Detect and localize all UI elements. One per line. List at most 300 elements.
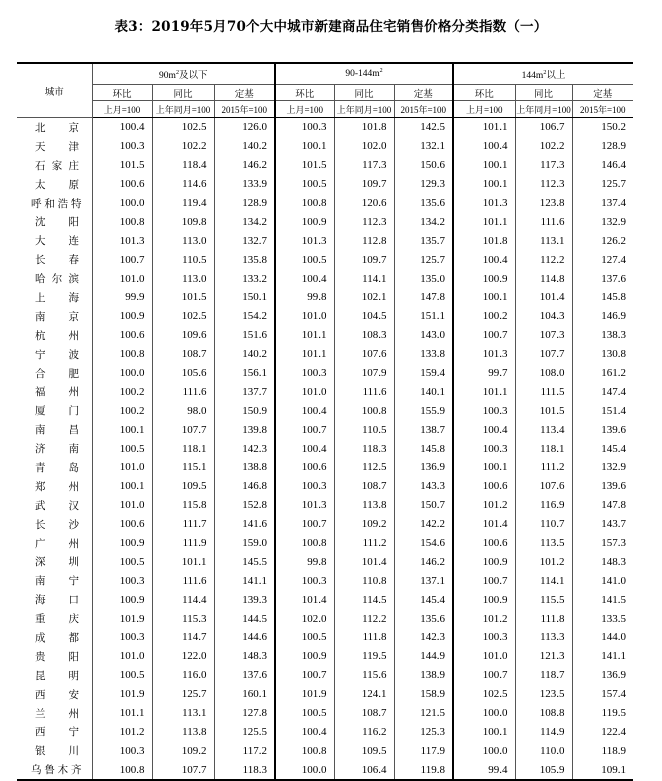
- index-value: 112.3: [515, 175, 572, 194]
- table-row: [17, 439, 633, 458]
- city-name: 北京: [35, 122, 80, 134]
- table-row: [17, 137, 633, 156]
- index-value: 118.3: [334, 439, 394, 458]
- index-value: 109.1: [572, 760, 633, 780]
- city-name: 重庆: [35, 614, 80, 626]
- index-value: 119.4: [152, 194, 214, 213]
- index-value: 157.4: [572, 685, 633, 704]
- table-row: [17, 345, 633, 364]
- index-value: 108.7: [334, 704, 394, 723]
- index-value: 100.0: [92, 364, 152, 383]
- index-value: 113.0: [152, 269, 214, 288]
- index-value: 100.9: [92, 307, 152, 326]
- city-name: 杭州: [35, 330, 80, 342]
- index-value: 154.2: [214, 307, 275, 326]
- index-value: 113.0: [152, 231, 214, 250]
- index-value: 140.2: [214, 137, 275, 156]
- index-value: 114.8: [515, 269, 572, 288]
- index-value: 125.7: [152, 685, 214, 704]
- group-header-small: $90m^2$及以下: [92, 63, 275, 85]
- index-value: 115.1: [152, 458, 214, 477]
- index-value: 100.3: [92, 628, 152, 647]
- city-name: 天津: [35, 141, 80, 153]
- index-value: 114.6: [152, 175, 214, 194]
- index-value: 125.7: [572, 175, 633, 194]
- index-value: 100.6: [92, 175, 152, 194]
- table-row: [17, 307, 633, 326]
- index-value: 138.7: [394, 420, 453, 439]
- index-value: 100.1: [453, 156, 515, 175]
- index-value: 100.9: [453, 552, 515, 571]
- index-value: 100.2: [92, 382, 152, 401]
- index-value: 104.5: [334, 307, 394, 326]
- index-value: 100.7: [92, 250, 152, 269]
- index-value: 123.5: [515, 685, 572, 704]
- index-value: 142.2: [394, 515, 453, 534]
- city-name: 银川: [35, 746, 80, 758]
- city-name: 兰州: [35, 708, 80, 720]
- city-name: 福州: [35, 387, 80, 399]
- index-value: 99.9: [92, 288, 152, 307]
- city-name: 石家庄: [35, 160, 80, 172]
- index-value: 102.2: [515, 137, 572, 156]
- index-value: 100.0: [453, 704, 515, 723]
- base-header: 2015年=100: [572, 101, 633, 118]
- index-value: 145.4: [572, 439, 633, 458]
- index-value: 118.9: [572, 741, 633, 760]
- index-value: 100.1: [453, 288, 515, 307]
- index-value: 100.1: [92, 420, 152, 439]
- table-row: [17, 552, 633, 571]
- index-value: 123.8: [515, 194, 572, 213]
- index-value: 124.1: [334, 685, 394, 704]
- index-value: 125.5: [214, 723, 275, 742]
- index-value: 141.6: [214, 515, 275, 534]
- index-value: 151.1: [394, 307, 453, 326]
- index-value: 150.9: [214, 401, 275, 420]
- index-value: 100.9: [92, 590, 152, 609]
- index-value: 109.5: [152, 477, 214, 496]
- index-value: 106.4: [334, 760, 394, 780]
- index-value: 107.7: [152, 760, 214, 780]
- index-value: 101.1: [275, 345, 334, 364]
- index-value: 139.6: [572, 477, 633, 496]
- index-value: 127.8: [214, 704, 275, 723]
- city-name: 长沙: [35, 519, 80, 531]
- index-value: 118.1: [152, 439, 214, 458]
- index-value: 108.8: [515, 704, 572, 723]
- index-value: 150.6: [394, 156, 453, 175]
- index-value: 105.6: [152, 364, 214, 383]
- index-value: 114.9: [515, 723, 572, 742]
- index-value: 114.7: [152, 628, 214, 647]
- index-value: 147.4: [572, 382, 633, 401]
- index-value: 147.8: [572, 496, 633, 515]
- base-header: 2015年=100: [214, 101, 275, 118]
- index-value: 113.8: [334, 496, 394, 515]
- index-value: 141.0: [572, 571, 633, 590]
- index-value: 135.7: [394, 231, 453, 250]
- index-value: 111.6: [515, 212, 572, 231]
- index-value: 100.9: [275, 212, 334, 231]
- index-value: 100.8: [92, 212, 152, 231]
- city-name: 西安: [35, 689, 80, 701]
- index-value: 137.6: [572, 269, 633, 288]
- index-value: 100.3: [453, 439, 515, 458]
- index-value: 109.7: [334, 250, 394, 269]
- table-row: [17, 609, 633, 628]
- index-value: 101.1: [92, 704, 152, 723]
- index-value: 132.9: [572, 458, 633, 477]
- index-value: 105.9: [515, 760, 572, 780]
- city-name: 广州: [35, 538, 80, 550]
- table-row: [17, 760, 633, 780]
- index-value: 110.8: [334, 571, 394, 590]
- index-value: 145.5: [214, 552, 275, 571]
- index-value: 100.3: [92, 137, 152, 156]
- index-value: 101.0: [92, 496, 152, 515]
- index-value: 101.4: [334, 552, 394, 571]
- index-value: 101.2: [453, 609, 515, 628]
- index-value: 118.7: [515, 666, 572, 685]
- index-value: 102.5: [152, 307, 214, 326]
- index-value: 146.8: [214, 477, 275, 496]
- index-value: 100.4: [275, 439, 334, 458]
- metric-header: 环比: [275, 85, 334, 101]
- table-row: [17, 212, 633, 231]
- index-value: 100.9: [92, 534, 152, 553]
- index-value: 101.4: [453, 515, 515, 534]
- index-value: 154.6: [394, 534, 453, 553]
- table-row: [17, 647, 633, 666]
- index-value: 101.0: [92, 647, 152, 666]
- index-value: 143.7: [572, 515, 633, 534]
- table-row: [17, 364, 633, 383]
- index-value: 122.0: [152, 647, 214, 666]
- index-value: 101.2: [515, 552, 572, 571]
- table-row: [17, 382, 633, 401]
- index-value: 113.5: [515, 534, 572, 553]
- index-value: 110.7: [515, 515, 572, 534]
- index-value: 100.4: [453, 420, 515, 439]
- city-name: 昆明: [35, 670, 80, 682]
- index-value: 102.5: [453, 685, 515, 704]
- index-value: 101.0: [275, 307, 334, 326]
- index-value: 113.1: [152, 704, 214, 723]
- index-value: 100.5: [275, 175, 334, 194]
- table-row: [17, 175, 633, 194]
- metric-header: 同比: [152, 85, 214, 101]
- index-value: 151.4: [572, 401, 633, 420]
- index-value: 143.3: [394, 477, 453, 496]
- index-value: 144.9: [394, 647, 453, 666]
- index-value: 146.4: [572, 156, 633, 175]
- index-value: 100.3: [92, 741, 152, 760]
- index-value: 143.0: [394, 326, 453, 345]
- index-value: 107.7: [515, 345, 572, 364]
- index-value: 115.8: [152, 496, 214, 515]
- index-value: 137.7: [214, 382, 275, 401]
- index-value: 101.1: [152, 552, 214, 571]
- index-value: 111.5: [515, 382, 572, 401]
- index-value: 100.4: [275, 401, 334, 420]
- index-value: 104.3: [515, 307, 572, 326]
- index-value: 110.5: [334, 420, 394, 439]
- index-value: 100.8: [275, 534, 334, 553]
- table-row: [17, 628, 633, 647]
- index-value: 159.4: [394, 364, 453, 383]
- index-value: 159.0: [214, 534, 275, 553]
- index-value: 100.0: [453, 741, 515, 760]
- index-value: 111.8: [515, 609, 572, 628]
- index-value: 100.6: [92, 515, 152, 534]
- city-name: 乌鲁木齐: [17, 760, 92, 780]
- table-row: [17, 231, 633, 250]
- index-value: 101.3: [92, 231, 152, 250]
- index-value: 111.2: [515, 458, 572, 477]
- city-name: 海口: [35, 595, 80, 607]
- index-value: 125.3: [394, 723, 453, 742]
- index-value: 111.2: [334, 534, 394, 553]
- index-value: 132.7: [214, 231, 275, 250]
- table-row: [17, 741, 633, 760]
- index-value: 99.4: [453, 760, 515, 780]
- index-value: 150.7: [394, 496, 453, 515]
- index-value: 144.0: [572, 628, 633, 647]
- table-row: [17, 685, 633, 704]
- table-row: [17, 326, 633, 345]
- index-value: 114.5: [334, 590, 394, 609]
- city-name: 太原: [35, 179, 80, 191]
- index-value: 139.6: [572, 420, 633, 439]
- index-value: 137.6: [214, 666, 275, 685]
- metric-header: 环比: [453, 85, 515, 101]
- city-name: 南京: [35, 311, 80, 323]
- index-value: 136.9: [572, 666, 633, 685]
- index-value: 101.4: [275, 590, 334, 609]
- index-value: 132.9: [572, 212, 633, 231]
- index-value: 100.7: [453, 571, 515, 590]
- metric-header: 定基: [394, 85, 453, 101]
- group-header-large: $144m^2$以上: [453, 63, 633, 85]
- index-value: 100.5: [92, 439, 152, 458]
- city-name: 南昌: [35, 425, 80, 437]
- index-value: 100.3: [453, 628, 515, 647]
- index-value: 100.7: [275, 515, 334, 534]
- index-value: 101.2: [453, 496, 515, 515]
- index-value: 100.4: [275, 723, 334, 742]
- index-value: 107.7: [152, 420, 214, 439]
- base-header: 上月=100: [453, 101, 515, 118]
- index-value: 101.9: [92, 685, 152, 704]
- index-value: 101.1: [453, 382, 515, 401]
- index-value: 115.5: [515, 590, 572, 609]
- index-value: 147.8: [394, 288, 453, 307]
- index-value: 100.3: [275, 364, 334, 383]
- index-value: 100.2: [453, 307, 515, 326]
- index-value: 122.4: [572, 723, 633, 742]
- city-name: 呼和浩特: [31, 198, 82, 210]
- index-value: 119.5: [334, 647, 394, 666]
- index-value: 101.5: [275, 156, 334, 175]
- index-value: 100.6: [453, 477, 515, 496]
- index-value: 125.7: [394, 250, 453, 269]
- index-value: 140.2: [214, 345, 275, 364]
- index-value: 107.6: [515, 477, 572, 496]
- index-value: 142.3: [394, 628, 453, 647]
- metric-header: 定基: [572, 85, 633, 101]
- index-value: 100.4: [92, 118, 152, 137]
- index-value: 116.0: [152, 666, 214, 685]
- index-value: 133.8: [394, 345, 453, 364]
- index-value: 116.9: [515, 496, 572, 515]
- table-row: [17, 590, 633, 609]
- index-value: 101.0: [453, 647, 515, 666]
- index-value: 113.8: [152, 723, 214, 742]
- index-value: 101.0: [92, 458, 152, 477]
- index-value: 99.8: [275, 552, 334, 571]
- index-value: 100.1: [453, 175, 515, 194]
- index-value: 146.9: [572, 307, 633, 326]
- table-row: [17, 723, 633, 742]
- index-value: 112.8: [334, 231, 394, 250]
- index-value: 114.1: [515, 571, 572, 590]
- index-value: 134.2: [214, 212, 275, 231]
- index-value: 100.4: [275, 269, 334, 288]
- index-value: 137.1: [394, 571, 453, 590]
- table-row: [17, 288, 633, 307]
- city-name: 成都: [35, 632, 80, 644]
- index-value: 100.0: [92, 194, 152, 213]
- table-row: [17, 496, 633, 515]
- index-value: 100.5: [275, 704, 334, 723]
- index-value: 127.4: [572, 250, 633, 269]
- index-value: 118.4: [152, 156, 214, 175]
- index-value: 113.4: [515, 420, 572, 439]
- index-value: 101.0: [92, 269, 152, 288]
- city-name: 哈尔滨: [35, 274, 80, 286]
- index-value: 108.3: [334, 326, 394, 345]
- city-name: 郑州: [35, 481, 80, 493]
- index-value: 135.6: [394, 194, 453, 213]
- city-name: 青岛: [35, 462, 80, 474]
- index-value: 110.5: [152, 250, 214, 269]
- index-value: 102.5: [152, 118, 214, 137]
- index-value: 148.3: [572, 552, 633, 571]
- index-value: 100.7: [453, 666, 515, 685]
- index-value: 102.0: [334, 137, 394, 156]
- index-value: 157.3: [572, 534, 633, 553]
- price-index-table: [17, 62, 633, 781]
- base-header: 上年同月=100: [515, 101, 572, 118]
- index-value: 100.6: [275, 458, 334, 477]
- index-value: 158.9: [394, 685, 453, 704]
- table-row: [17, 571, 633, 590]
- index-value: 140.1: [394, 382, 453, 401]
- index-value: 100.2: [92, 401, 152, 420]
- index-value: 155.9: [394, 401, 453, 420]
- index-value: 108.0: [515, 364, 572, 383]
- index-value: 100.6: [453, 534, 515, 553]
- index-value: 98.0: [152, 401, 214, 420]
- base-header: 上年同月=100: [152, 101, 214, 118]
- index-value: 100.9: [275, 647, 334, 666]
- index-value: 133.9: [214, 175, 275, 194]
- index-value: 100.8: [275, 194, 334, 213]
- city-name: 厦门: [35, 406, 80, 418]
- table-row: [17, 156, 633, 175]
- table-row: [17, 269, 633, 288]
- index-value: 126.0: [214, 118, 275, 137]
- index-value: 142.3: [214, 439, 275, 458]
- index-value: 101.9: [92, 609, 152, 628]
- index-value: 101.5: [152, 288, 214, 307]
- index-value: 119.5: [572, 704, 633, 723]
- city-name: 贵阳: [35, 651, 80, 663]
- index-value: 136.9: [394, 458, 453, 477]
- index-value: 121.5: [394, 704, 453, 723]
- index-value: 101.3: [275, 231, 334, 250]
- index-value: 100.3: [275, 571, 334, 590]
- index-value: 100.1: [453, 458, 515, 477]
- index-value: 100.3: [275, 477, 334, 496]
- index-value: 126.2: [572, 231, 633, 250]
- index-value: 101.3: [275, 496, 334, 515]
- base-header: 上月=100: [275, 101, 334, 118]
- index-value: 102.0: [275, 609, 334, 628]
- index-value: 99.7: [453, 364, 515, 383]
- index-value: 100.7: [275, 666, 334, 685]
- index-value: 101.5: [515, 401, 572, 420]
- city-name: 武汉: [35, 500, 80, 512]
- city-name: 深圳: [35, 557, 80, 569]
- index-value: 100.3: [275, 118, 334, 137]
- table-row: [17, 515, 633, 534]
- index-value: 133.2: [214, 269, 275, 288]
- index-value: 100.6: [92, 326, 152, 345]
- index-value: 150.2: [572, 118, 633, 137]
- city-name: 沈阳: [35, 217, 80, 229]
- index-value: 100.4: [453, 250, 515, 269]
- index-value: 111.6: [152, 382, 214, 401]
- city-name: 宁波: [35, 349, 80, 361]
- index-value: 100.8: [92, 345, 152, 364]
- metric-header: 定基: [214, 85, 275, 101]
- index-value: 145.8: [572, 288, 633, 307]
- index-value: 112.3: [334, 212, 394, 231]
- index-value: 110.0: [515, 741, 572, 760]
- index-value: 138.8: [214, 458, 275, 477]
- index-value: 100.9: [453, 269, 515, 288]
- city-name: 济南: [35, 444, 80, 456]
- city-name: 西宁: [35, 727, 80, 739]
- index-value: 101.1: [453, 212, 515, 231]
- index-value: 146.2: [394, 552, 453, 571]
- index-value: 111.9: [152, 534, 214, 553]
- index-value: 102.1: [334, 288, 394, 307]
- city-column-header: 城市: [17, 63, 92, 118]
- index-value: 133.5: [572, 609, 633, 628]
- index-value: 117.2: [214, 741, 275, 760]
- index-value: 100.1: [453, 723, 515, 742]
- index-value: 100.1: [275, 137, 334, 156]
- table-row: [17, 704, 633, 723]
- index-value: 109.5: [334, 741, 394, 760]
- index-value: 101.8: [453, 231, 515, 250]
- index-value: 139.8: [214, 420, 275, 439]
- index-value: 137.4: [572, 194, 633, 213]
- index-value: 100.7: [453, 326, 515, 345]
